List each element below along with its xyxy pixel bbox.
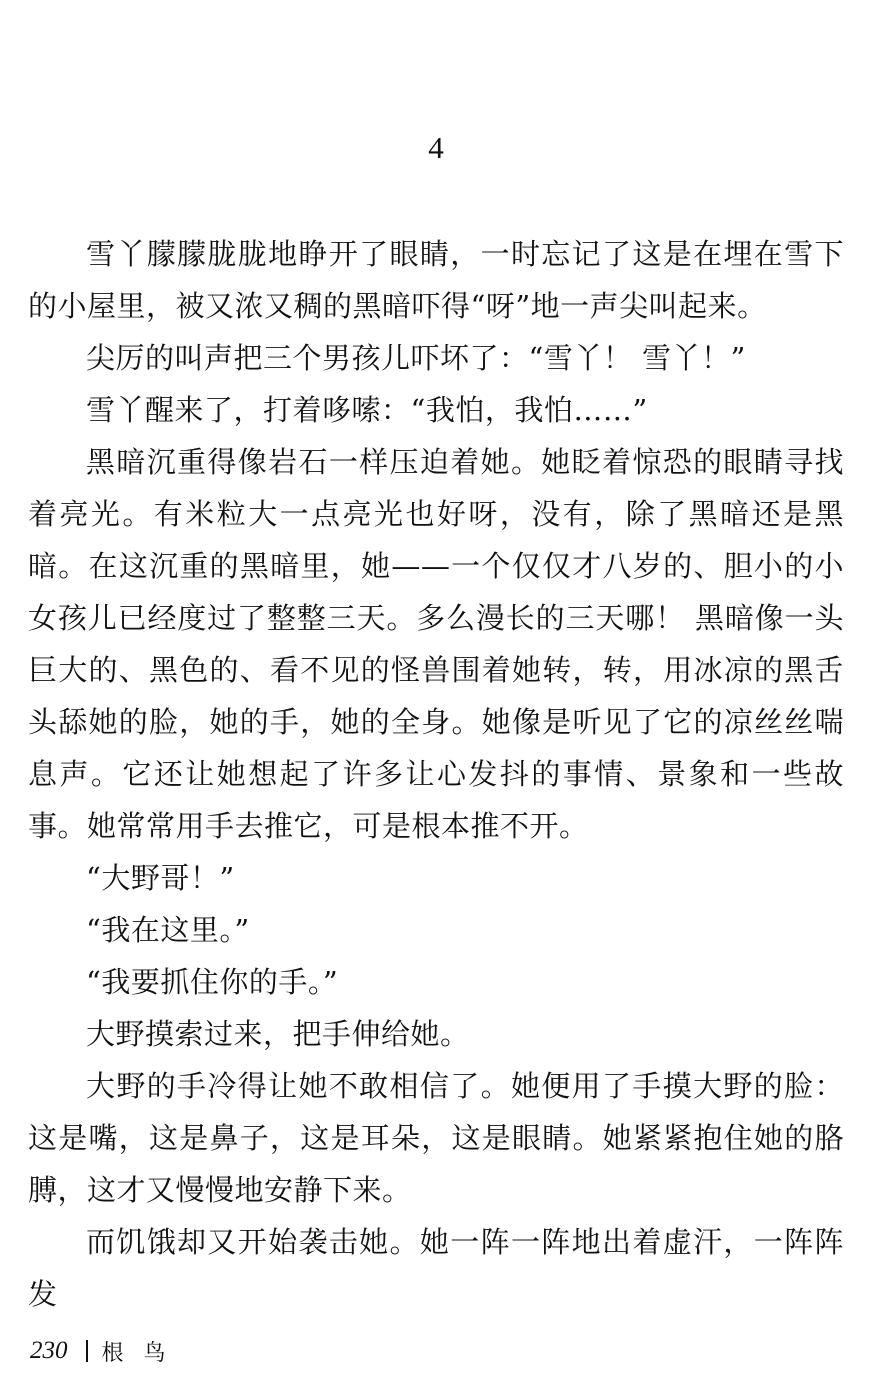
paragraph: 大野摸索过来，把手伸给她。 (86, 1017, 470, 1051)
paragraph: 黑暗沉重得像岩石一样压迫着她。她眨着惊恐的眼睛寻找着亮光。有米粒大一点亮光也好呀，没有，除了黑暗还是黑暗。在这沉重的黑暗里，她——一个仅仅才八岁的、胆小的小女孩儿已经度过了整整三天。多么漫长的三天哪！ 黑暗像一头巨大的、黑色的、看不见的怪兽围着她转，转，用冰凉的黑舌头舔她的脸，她的手，她的全身。她像是听见了它的凉丝丝喘息声。它还让她想起了许多让心发抖的事情、景象和一些故事。她常常用手去推它，可是根本推不开。 (28, 445, 844, 843)
paragraph: “我要抓住你的手。” (86, 965, 339, 999)
footer-divider (86, 1340, 88, 1362)
paragraph: 而饥饿却又开始袭击她。她一阵一阵地出着虚汗，一阵阵发 (28, 1225, 844, 1311)
body-text (28, 228, 844, 1320)
paragraph: “我在这里。” (86, 913, 250, 947)
paragraph: 雪丫醒来了，打着哆嗦：“我怕，我怕……” (86, 393, 648, 427)
chapter-number: 4 (428, 130, 444, 165)
page-footer (30, 1333, 186, 1369)
paragraph: “大野哥！” (86, 861, 235, 895)
page-number: 230 (30, 1337, 68, 1364)
paragraph: 大野的手冷得让她不敢相信了。她便用了手摸大野的脸：这是嘴，这是鼻子，这是耳朵，这是眼睛。她紧紧抱住她的胳膊，这才又慢慢地安静下来。 (28, 1069, 844, 1207)
paragraph: 尖厉的叫声把三个男孩儿吓坏了：“雪丫！ 雪丫！” (86, 341, 746, 375)
paragraph: 雪丫朦朦胧胧地睁开了眼睛，一时忘记了这是在埋在雪下的小屋里，被又浓又稠的黑暗吓得“呀”地一声尖叫起来。 (28, 237, 844, 323)
book-title: 根鸟 (101, 1340, 186, 1366)
